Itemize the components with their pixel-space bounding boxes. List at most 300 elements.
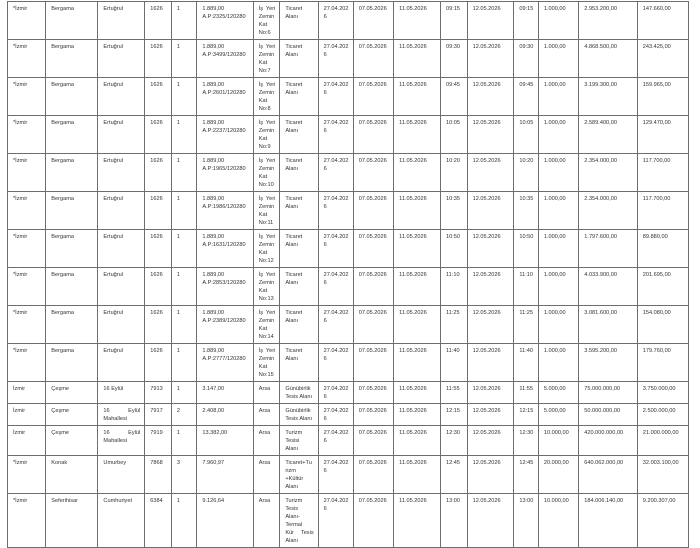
parcel-no-cell: 1	[171, 2, 197, 40]
province-cell: *İzmir	[8, 154, 46, 192]
district-cell: Bergama	[46, 116, 98, 154]
guarantee-cell: 243.425,00	[637, 40, 688, 78]
announcement-date-cell: 27.04.2026	[318, 40, 353, 78]
area-cell	[197, 154, 253, 192]
share-ratio: A.P:1965/120280	[202, 166, 246, 172]
first-tender-date-cell: 11.05.2026	[394, 426, 441, 456]
zoning-cell	[280, 78, 318, 116]
property-type-cell	[253, 268, 280, 306]
first-tender-date-cell: 11.05.2026	[394, 40, 441, 78]
block-no-cell: 7868	[145, 456, 172, 494]
zoning-line: Alanı-Termal	[285, 514, 303, 528]
application-deadline-cell: 07.05.2026	[353, 154, 393, 192]
province-cell: İzmir	[8, 426, 46, 456]
parcel-no-cell: 1	[171, 40, 197, 78]
block-no-cell: 1626	[145, 2, 172, 40]
neighborhood-cell: Ertuğrul	[98, 344, 145, 382]
neighborhood-cell: Ertuğrul	[98, 192, 145, 230]
table-row	[8, 78, 689, 116]
area-cell	[197, 230, 253, 268]
guarantee-cell: 3.750.000,00	[637, 382, 688, 404]
share-ratio: A.P:1986/120280	[202, 204, 246, 210]
bid-increment-cell: 1.000,00	[538, 78, 578, 116]
zoning-line: Turizm Tesisi	[285, 430, 303, 444]
second-tender-time-cell: 12:30	[514, 426, 538, 456]
first-tender-time-cell: 10:05	[440, 116, 467, 154]
estimated-value-cell: 4.868.500,00	[579, 40, 638, 78]
parcel-no-cell: 1	[171, 306, 197, 344]
zoning-line: Ticaret Alanı	[285, 234, 303, 248]
application-deadline-cell: 07.05.2026	[353, 306, 393, 344]
neighborhood-cell: Ertuğrul	[98, 306, 145, 344]
property-type-line: No:11	[258, 220, 274, 226]
second-tender-date-cell: 12.05.2026	[467, 382, 514, 404]
property-type-line: Zemin Kat	[258, 204, 275, 218]
application-deadline-cell: 07.05.2026	[353, 230, 393, 268]
share-ratio: A.P:2325/120280	[202, 14, 246, 20]
area-cell	[197, 40, 253, 78]
bid-increment-cell: 10.000,00	[538, 494, 578, 548]
district-cell: Çeşme	[46, 426, 98, 456]
parcel-no-cell: 1	[171, 192, 197, 230]
property-type-cell	[253, 344, 280, 382]
property-type-cell	[253, 382, 280, 404]
neighborhood-cell: Ertuğrul	[98, 40, 145, 78]
parcel-no-cell: 1	[171, 78, 197, 116]
neighborhood-cell: Ertuğrul	[98, 268, 145, 306]
second-tender-date-cell: 12.05.2026	[467, 404, 514, 426]
second-tender-date-cell: 12.05.2026	[467, 154, 514, 192]
application-deadline-cell: 07.05.2026	[353, 404, 393, 426]
zoning-line: Tesis Alanı	[285, 394, 313, 400]
property-type-cell	[253, 78, 280, 116]
province-cell: *İzmir	[8, 268, 46, 306]
property-type-line: Arsa	[258, 386, 271, 392]
neighborhood-cell: Ertuğrul	[98, 230, 145, 268]
second-tender-time-cell: 09:30	[514, 40, 538, 78]
property-type-line: Zemin Kat	[258, 52, 275, 66]
share-ratio: A.P:3499/120280	[202, 52, 246, 58]
announcement-date-cell: 27.04.2026	[318, 306, 353, 344]
bid-increment-cell: 1.000,00	[538, 40, 578, 78]
first-tender-date-cell: 11.05.2026	[394, 154, 441, 192]
share-ratio: A.P:2237/120280	[202, 128, 246, 134]
zoning-cell	[280, 154, 318, 192]
property-type-line: İş Yeri	[258, 6, 276, 12]
district-cell: Bergama	[46, 268, 98, 306]
zoning-line: Günübirlik	[285, 386, 311, 392]
application-deadline-cell: 07.05.2026	[353, 2, 393, 40]
bid-increment-cell: 1.000,00	[538, 344, 578, 382]
first-tender-date-cell: 11.05.2026	[394, 268, 441, 306]
area-cell	[197, 192, 253, 230]
second-tender-time-cell: 12:45	[514, 456, 538, 494]
property-type-cell	[253, 230, 280, 268]
guarantee-cell: 32.003.100,00	[637, 456, 688, 494]
second-tender-date-cell: 12.05.2026	[467, 40, 514, 78]
first-tender-date-cell: 11.05.2026	[394, 116, 441, 154]
guarantee-cell: 147.660,00	[637, 2, 688, 40]
estimated-value-cell: 3.199.300,00	[579, 78, 638, 116]
announcement-date-cell: 27.04.2026	[318, 2, 353, 40]
application-deadline-cell: 07.05.2026	[353, 426, 393, 456]
table-body	[8, 2, 689, 548]
bid-increment-cell: 1.000,00	[538, 2, 578, 40]
area-value: 1.889,00	[202, 310, 225, 316]
property-type-line: İş Yeri	[258, 82, 276, 88]
first-tender-time-cell: 11:10	[440, 268, 467, 306]
first-tender-date-cell: 11.05.2026	[394, 306, 441, 344]
parcel-no-cell: 1	[171, 116, 197, 154]
first-tender-date-cell: 11.05.2026	[394, 2, 441, 40]
block-no-cell: 7919	[145, 426, 172, 456]
table-row	[8, 456, 689, 494]
zoning-cell	[280, 116, 318, 154]
bid-increment-cell: 1.000,00	[538, 154, 578, 192]
zoning-line: Ticaret Alanı	[285, 272, 303, 286]
announcement-date-cell: 27.04.2026	[318, 154, 353, 192]
second-tender-time-cell: 10:50	[514, 230, 538, 268]
neighborhood-name-suffix: Mahallesi	[103, 438, 128, 444]
province-cell: İzmir	[8, 404, 46, 426]
application-deadline-cell: 07.05.2026	[353, 344, 393, 382]
tender-listing-table	[7, 1, 689, 548]
guarantee-cell: 117.700,00	[637, 192, 688, 230]
block-no-cell: 7913	[145, 382, 172, 404]
area-value: 1.889,00	[202, 272, 225, 278]
district-cell: Bergama	[46, 192, 98, 230]
area-value: 1.889,00	[202, 6, 225, 12]
property-type-line: No:14	[258, 334, 274, 340]
announcement-date-cell: 27.04.2026	[318, 268, 353, 306]
zoning-cell	[280, 268, 318, 306]
area-value: 1.889,00	[202, 196, 225, 202]
second-tender-time-cell: 12:15	[514, 404, 538, 426]
province-cell: *İzmir	[8, 40, 46, 78]
block-no-cell: 1626	[145, 230, 172, 268]
property-type-line: No:9	[258, 144, 271, 150]
application-deadline-cell: 07.05.2026	[353, 382, 393, 404]
first-tender-date-cell: 11.05.2026	[394, 230, 441, 268]
area-cell	[197, 382, 253, 404]
application-deadline-cell: 07.05.2026	[353, 192, 393, 230]
guarantee-cell: 9.200.307,00	[637, 494, 688, 548]
zoning-line: Alanı	[285, 446, 299, 452]
property-type-line: No:7	[258, 68, 271, 74]
property-type-cell	[253, 426, 280, 456]
property-type-cell	[253, 154, 280, 192]
zoning-cell	[280, 344, 318, 382]
table-row	[8, 494, 689, 548]
first-tender-time-cell: 11:55	[440, 382, 467, 404]
area-cell	[197, 306, 253, 344]
first-tender-time-cell: 10:35	[440, 192, 467, 230]
zoning-line: Kür Tesis Alanı	[285, 530, 314, 544]
zoning-line: Ticaret Alanı	[285, 44, 303, 58]
neighborhood-cell: Umurbey	[98, 456, 145, 494]
property-type-line: İş Yeri	[258, 44, 276, 50]
area-value: 1.889,00	[202, 348, 225, 354]
estimated-value-cell: 184.006.140,00	[579, 494, 638, 548]
second-tender-date-cell: 12.05.2026	[467, 116, 514, 154]
property-type-line: İş Yeri	[258, 234, 276, 240]
parcel-no-cell: 1	[171, 426, 197, 456]
second-tender-time-cell: 11:55	[514, 382, 538, 404]
property-type-line: Zemin Kat	[258, 242, 275, 256]
estimated-value-cell: 4.033.900,00	[579, 268, 638, 306]
area-cell	[197, 116, 253, 154]
guarantee-cell: 154.080,00	[637, 306, 688, 344]
table-row	[8, 192, 689, 230]
zoning-cell	[280, 306, 318, 344]
province-cell: *İzmir	[8, 344, 46, 382]
area-value: 1.889,00	[202, 120, 225, 126]
property-type-cell	[253, 40, 280, 78]
parcel-no-cell: 1	[171, 494, 197, 548]
neighborhood-cell: Ertuğrul	[98, 154, 145, 192]
estimated-value-cell: 420.000.000,00	[579, 426, 638, 456]
second-tender-time-cell: 10:35	[514, 192, 538, 230]
area-cell	[197, 426, 253, 456]
announcement-date-cell: 27.04.2026	[318, 494, 353, 548]
estimated-value-cell: 75.000.000,00	[579, 382, 638, 404]
estimated-value-cell: 640.062.000,00	[579, 456, 638, 494]
first-tender-time-cell: 10:20	[440, 154, 467, 192]
announcement-date-cell: 27.04.2026	[318, 426, 353, 456]
share-ratio: A.P:2853/120280	[202, 280, 246, 286]
property-type-line: Arsa	[258, 408, 271, 414]
first-tender-time-cell: 09:45	[440, 78, 467, 116]
application-deadline-cell: 07.05.2026	[353, 40, 393, 78]
area-cell	[197, 268, 253, 306]
district-cell: Bergama	[46, 2, 98, 40]
first-tender-time-cell: 13:00	[440, 494, 467, 548]
second-tender-time-cell: 09:45	[514, 78, 538, 116]
neighborhood-cell: Ertuğrul	[98, 78, 145, 116]
property-type-cell	[253, 116, 280, 154]
district-cell: Çeşme	[46, 404, 98, 426]
second-tender-date-cell: 12.05.2026	[467, 344, 514, 382]
parcel-no-cell: 1	[171, 344, 197, 382]
estimated-value-cell: 3.081.600,00	[579, 306, 638, 344]
property-type-line: İş Yeri	[258, 272, 276, 278]
district-cell: Bergama	[46, 78, 98, 116]
area-value: 13.382,00	[202, 430, 228, 436]
second-tender-date-cell: 12.05.2026	[467, 426, 514, 456]
neighborhood-name: 16 Eylül	[103, 430, 141, 436]
area-value: 7.960,97	[202, 460, 225, 466]
announcement-date-cell: 27.04.2026	[318, 344, 353, 382]
property-type-line: Zemin Kat	[258, 356, 275, 370]
property-type-line: İş Yeri	[258, 348, 276, 354]
first-tender-time-cell: 09:30	[440, 40, 467, 78]
zoning-line: Tesis Alanı	[285, 416, 313, 422]
zoning-line: +Kültür Alanı	[285, 476, 304, 490]
share-ratio: A.P:2601/120280	[202, 90, 246, 96]
estimated-value-cell: 2.354.000,00	[579, 192, 638, 230]
guarantee-cell: 117.700,00	[637, 154, 688, 192]
table-row	[8, 116, 689, 154]
zoning-line: Ticaret Alanı	[285, 82, 303, 96]
bid-increment-cell: 1.000,00	[538, 230, 578, 268]
guarantee-cell: 89.880,00	[637, 230, 688, 268]
province-cell: *İzmir	[8, 306, 46, 344]
neighborhood-cell: Ertuğrul	[98, 116, 145, 154]
estimated-value-cell: 2.589.400,00	[579, 116, 638, 154]
property-type-line: Arsa	[258, 460, 271, 466]
property-type-line: İş Yeri	[258, 158, 276, 164]
parcel-no-cell: 3	[171, 456, 197, 494]
table-row	[8, 404, 689, 426]
area-cell	[197, 2, 253, 40]
neighborhood-name: 16 Eylül	[103, 408, 141, 414]
area-value: 1.889,00	[202, 158, 225, 164]
parcel-no-cell: 1	[171, 154, 197, 192]
property-type-cell	[253, 192, 280, 230]
zoning-cell	[280, 382, 318, 404]
area-value: 1.889,00	[202, 82, 225, 88]
estimated-value-cell: 2.953.200,00	[579, 2, 638, 40]
first-tender-time-cell: 11:40	[440, 344, 467, 382]
property-type-cell	[253, 404, 280, 426]
announcement-date-cell: 27.04.2026	[318, 78, 353, 116]
property-type-line: Zemin Kat	[258, 90, 275, 104]
block-no-cell: 1626	[145, 306, 172, 344]
table-row	[8, 2, 689, 40]
first-tender-time-cell: 09:15	[440, 2, 467, 40]
table-row	[8, 344, 689, 382]
zoning-cell	[280, 404, 318, 426]
first-tender-time-cell: 12:30	[440, 426, 467, 456]
guarantee-cell: 21.000.000,00	[637, 426, 688, 456]
block-no-cell: 1626	[145, 116, 172, 154]
application-deadline-cell: 07.05.2026	[353, 456, 393, 494]
announcement-date-cell: 27.04.2026	[318, 116, 353, 154]
first-tender-date-cell: 11.05.2026	[394, 78, 441, 116]
province-cell: *İzmir	[8, 116, 46, 154]
property-type-line: İş Yeri	[258, 120, 276, 126]
zoning-line: Ticaret Alanı	[285, 158, 303, 172]
second-tender-date-cell: 12.05.2026	[467, 192, 514, 230]
share-ratio: A.P:2389/120280	[202, 318, 246, 324]
announcement-date-cell: 27.04.2026	[318, 192, 353, 230]
area-value: 3.147,00	[202, 386, 225, 392]
block-no-cell: 1626	[145, 192, 172, 230]
first-tender-time-cell: 10:50	[440, 230, 467, 268]
table-row	[8, 40, 689, 78]
share-ratio: A.P:1631/120280	[202, 242, 246, 248]
zoning-cell	[280, 2, 318, 40]
district-cell: Çeşme	[46, 382, 98, 404]
parcel-no-cell: 1	[171, 230, 197, 268]
first-tender-date-cell: 11.05.2026	[394, 404, 441, 426]
property-type-line: İş Yeri	[258, 196, 276, 202]
parcel-no-cell: 2	[171, 404, 197, 426]
property-type-line: No:6	[258, 30, 271, 36]
second-tender-date-cell: 12.05.2026	[467, 494, 514, 548]
district-cell: Bergama	[46, 344, 98, 382]
area-cell	[197, 344, 253, 382]
property-type-line: Zemin Kat	[258, 14, 275, 28]
second-tender-time-cell: 09:15	[514, 2, 538, 40]
second-tender-date-cell: 12.05.2026	[467, 2, 514, 40]
property-type-line: İş Yeri	[258, 310, 276, 316]
block-no-cell: 1626	[145, 40, 172, 78]
province-cell: İzmir	[8, 382, 46, 404]
block-no-cell: 1626	[145, 78, 172, 116]
area-value: 1.889,00	[202, 234, 225, 240]
province-cell: *İzmir	[8, 78, 46, 116]
zoning-line: Ticaret Alanı	[285, 348, 303, 362]
neighborhood-cell: Ertuğrul	[98, 2, 145, 40]
first-tender-date-cell: 11.05.2026	[394, 456, 441, 494]
property-type-cell	[253, 456, 280, 494]
neighborhood-cell	[98, 404, 145, 426]
table-row	[8, 426, 689, 456]
province-cell: *İzmir	[8, 192, 46, 230]
zoning-cell	[280, 230, 318, 268]
first-tender-time-cell: 11:25	[440, 306, 467, 344]
application-deadline-cell: 07.05.2026	[353, 116, 393, 154]
zoning-line: Ticaret Alanı	[285, 196, 303, 210]
province-cell: *İzmir	[8, 230, 46, 268]
zoning-line: Günübirlik	[285, 408, 311, 414]
area-cell	[197, 456, 253, 494]
second-tender-time-cell: 10:05	[514, 116, 538, 154]
bid-increment-cell: 20.000,00	[538, 456, 578, 494]
neighborhood-cell	[98, 426, 145, 456]
guarantee-cell: 2.500.000,00	[637, 404, 688, 426]
estimated-value-cell: 1.797.600,00	[579, 230, 638, 268]
district-cell: Bergama	[46, 306, 98, 344]
bid-increment-cell: 1.000,00	[538, 116, 578, 154]
table-row	[8, 230, 689, 268]
property-type-line: No:15	[258, 372, 274, 378]
province-cell: *İzmir	[8, 494, 46, 548]
second-tender-time-cell: 11:40	[514, 344, 538, 382]
estimated-value-cell: 2.354.000,00	[579, 154, 638, 192]
second-tender-date-cell: 12.05.2026	[467, 268, 514, 306]
table-row	[8, 382, 689, 404]
zoning-line: Ticaret Alanı	[285, 6, 303, 20]
property-type-cell	[253, 2, 280, 40]
bid-increment-cell: 1.000,00	[538, 192, 578, 230]
announcement-date-cell: 27.04.2026	[318, 230, 353, 268]
estimated-value-cell: 50.000.000,00	[579, 404, 638, 426]
guarantee-cell: 159.965,00	[637, 78, 688, 116]
area-cell	[197, 78, 253, 116]
second-tender-time-cell: 11:10	[514, 268, 538, 306]
announcement-date-cell: 27.04.2026	[318, 382, 353, 404]
first-tender-time-cell: 12:45	[440, 456, 467, 494]
application-deadline-cell: 07.05.2026	[353, 268, 393, 306]
property-type-line: Arsa	[258, 430, 271, 436]
bid-increment-cell: 5.000,00	[538, 382, 578, 404]
block-no-cell: 1626	[145, 268, 172, 306]
bid-increment-cell: 1.000,00	[538, 306, 578, 344]
table-row	[8, 306, 689, 344]
parcel-no-cell: 1	[171, 268, 197, 306]
property-type-line: Arsa	[258, 498, 271, 504]
second-tender-date-cell: 12.05.2026	[467, 306, 514, 344]
province-cell: *İzmir	[8, 2, 46, 40]
second-tender-time-cell: 11:25	[514, 306, 538, 344]
property-type-cell	[253, 494, 280, 548]
province-cell: *İzmir	[8, 456, 46, 494]
district-cell: Konak	[46, 456, 98, 494]
first-tender-date-cell: 11.05.2026	[394, 344, 441, 382]
zoning-line: Turizm Tesis	[285, 498, 303, 512]
